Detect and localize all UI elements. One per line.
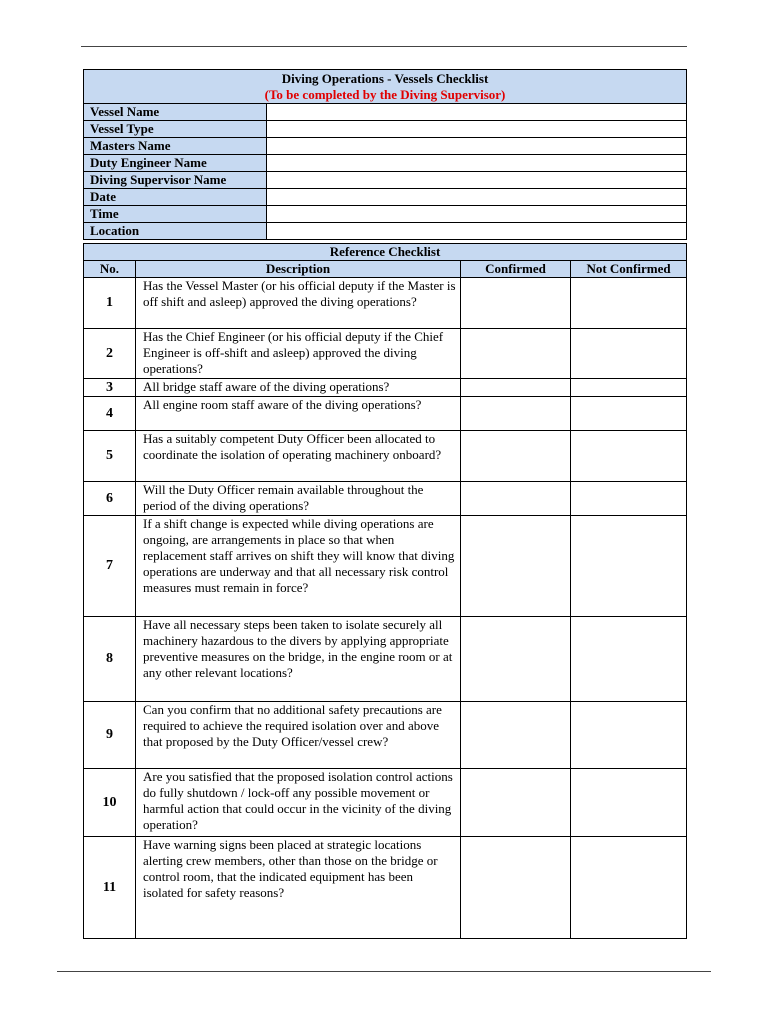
not-confirmed-cell[interactable]: [571, 617, 687, 702]
checklist-row-2: [84, 329, 687, 379]
confirmed-cell[interactable]: [461, 516, 571, 617]
row-number: 3: [84, 379, 136, 397]
field-label-duty-engineer-name: Duty Engineer Name: [84, 155, 267, 172]
checklist-row-5: [84, 431, 687, 482]
field-diving-supervisor-name[interactable]: [267, 172, 687, 189]
header-rule: [81, 46, 687, 47]
column-header-not-confirmed: Not Confirmed: [571, 261, 687, 278]
checklist-row-1: [84, 278, 687, 329]
row-description: Will the Duty Officer remain available throughout the period of the diving operations?: [136, 482, 461, 516]
confirmed-cell[interactable]: [461, 431, 571, 482]
row-description: Has the Vessel Master (or his official deputy if the Master is off shift and asleep) approved the diving operations?: [136, 278, 461, 329]
field-label-vessel-type: Vessel Type: [84, 121, 267, 138]
confirmed-cell[interactable]: [461, 278, 571, 329]
not-confirmed-cell[interactable]: [571, 516, 687, 617]
row-number: 5: [84, 431, 136, 482]
field-label-masters-name: Masters Name: [84, 138, 267, 155]
row-number: 10: [84, 769, 136, 837]
field-location[interactable]: [267, 223, 687, 240]
confirmed-cell[interactable]: [461, 837, 571, 939]
confirmed-cell[interactable]: [461, 329, 571, 379]
confirmed-cell[interactable]: [461, 379, 571, 397]
field-masters-name[interactable]: [267, 138, 687, 155]
checklist-title: Reference Checklist: [84, 244, 687, 261]
row-description: Have all necessary steps been taken to isolate securely all machinery hazardous to the divers by applying appropriate preventive measures on the bridge, in the engine room or at any other relevant locations?: [136, 617, 461, 702]
row-number: 8: [84, 617, 136, 702]
field-label-diving-supervisor-name: Diving Supervisor Name: [84, 172, 267, 189]
column-header-no: No.: [84, 261, 136, 278]
form-title-cell: [84, 70, 687, 104]
not-confirmed-cell[interactable]: [571, 397, 687, 431]
checklist-row-6: [84, 482, 687, 516]
row-number: 4: [84, 397, 136, 431]
not-confirmed-cell[interactable]: [571, 769, 687, 837]
row-description: Has a suitably competent Duty Officer been allocated to coordinate the isolation of operating machinery onboard?: [136, 431, 461, 482]
row-number: 7: [84, 516, 136, 617]
field-vessel-name[interactable]: [267, 104, 687, 121]
checklist-row-7: [84, 516, 687, 617]
row-description: All bridge staff aware of the diving operations?: [136, 379, 461, 397]
field-label-location: Location: [84, 223, 267, 240]
column-header-description: Description: [136, 261, 461, 278]
row-number: 9: [84, 702, 136, 769]
checklist-row-9: [84, 702, 687, 769]
row-description: Are you satisfied that the proposed isolation control actions do fully shutdown / lock-off any possible movement or harmful action that could occur in the vicinity of the diving operation?: [136, 769, 461, 837]
not-confirmed-cell[interactable]: [571, 379, 687, 397]
field-date[interactable]: [267, 189, 687, 206]
confirmed-cell[interactable]: [461, 617, 571, 702]
field-duty-engineer-name[interactable]: [267, 155, 687, 172]
row-number: 11: [84, 837, 136, 939]
field-label-date: Date: [84, 189, 267, 206]
row-description: Has the Chief Engineer (or his official deputy if the Chief Engineer is off-shift and asleep) approved the diving operations?: [136, 329, 461, 379]
footer-rule: [57, 971, 711, 972]
form-title: Diving Operations - Vessels Checklist: [281, 70, 489, 86]
vessel-info-table: [83, 69, 687, 240]
confirmed-cell[interactable]: [461, 482, 571, 516]
not-confirmed-cell[interactable]: [571, 837, 687, 939]
reference-checklist-table: [83, 243, 687, 939]
checklist-row-10: [84, 769, 687, 837]
field-vessel-type[interactable]: [267, 121, 687, 138]
checklist-row-8: [84, 617, 687, 702]
row-description: Can you confirm that no additional safety precautions are required to achieve the required isolation over and above that proposed by the Duty Officer/vessel crew?: [136, 702, 461, 769]
row-description: Have warning signs been placed at strategic locations alerting crew members, other than those on the bridge or control room, that the indicated equipment has been isolated for safety reasons?: [136, 837, 461, 939]
row-description: If a shift change is expected while diving operations are ongoing, are arrangements in place so that when replacement staff arrives on shift they will know that diving operations are underway and that all necessary risk control measures must remain in force?: [136, 516, 461, 617]
form-subtitle: (To be completed by the Diving Supervisor): [264, 86, 506, 102]
confirmed-cell[interactable]: [461, 769, 571, 837]
row-number: 6: [84, 482, 136, 516]
not-confirmed-cell[interactable]: [571, 431, 687, 482]
not-confirmed-cell[interactable]: [571, 329, 687, 379]
checklist-row-11: [84, 837, 687, 939]
field-label-time: Time: [84, 206, 267, 223]
column-header-confirmed: Confirmed: [461, 261, 571, 278]
field-label-vessel-name: Vessel Name: [84, 104, 267, 121]
not-confirmed-cell[interactable]: [571, 702, 687, 769]
not-confirmed-cell[interactable]: [571, 278, 687, 329]
confirmed-cell[interactable]: [461, 397, 571, 431]
row-number: 2: [84, 329, 136, 379]
confirmed-cell[interactable]: [461, 702, 571, 769]
checklist-row-4: [84, 397, 687, 431]
row-number: 1: [84, 278, 136, 329]
row-description: All engine room staff aware of the diving operations?: [136, 397, 461, 431]
checklist-row-3: [84, 379, 687, 397]
field-time[interactable]: [267, 206, 687, 223]
not-confirmed-cell[interactable]: [571, 482, 687, 516]
